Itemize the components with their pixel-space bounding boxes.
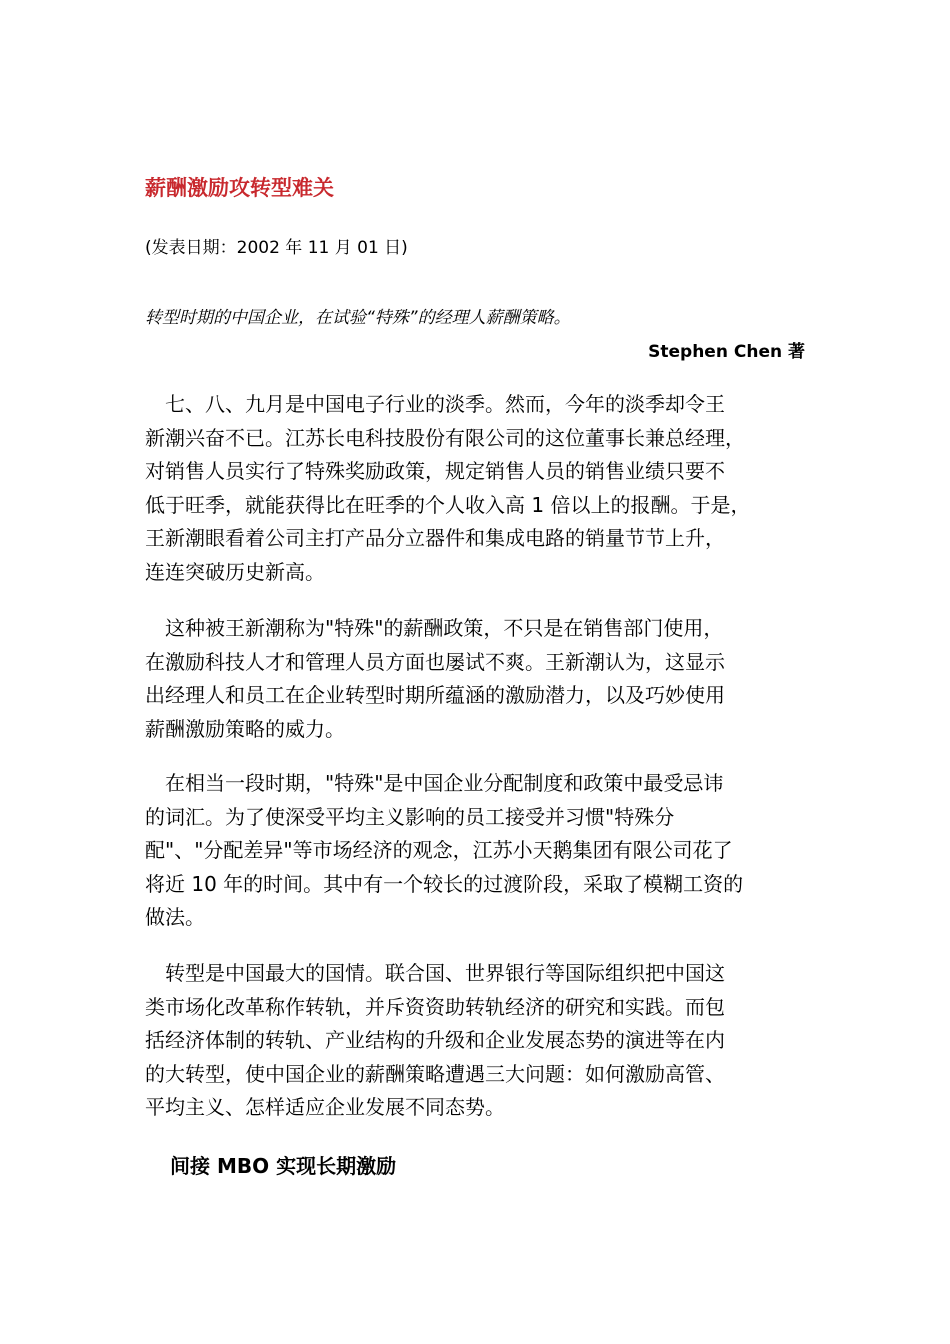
paragraph-2 — [145, 612, 809, 746]
paragraph-line: 对销售人员实行了特殊奖励政策，规定销售人员的销售业绩只要不 — [145, 459, 725, 484]
paragraph-line: 新潮兴奋不已。江苏长电科技股份有限公司的这位董事长兼总经理， — [145, 425, 745, 450]
paragraph-4 — [145, 957, 809, 1125]
paragraph-line: 薪酬激励策略的威力。 — [145, 716, 345, 741]
paragraph-line: 出经理人和员工在企业转型时期所蕴涵的激励潜力，以及巧妙使用 — [145, 683, 725, 708]
paragraph-line: 的词汇。为了使深受平均主义影响的员工接受并习惯"特殊分 — [145, 804, 675, 829]
paragraph-line: 类市场化改革称作转轨，并斥资资助转轨经济的研究和实践。而包 — [145, 994, 725, 1019]
paragraph-line: 做法。 — [145, 905, 205, 930]
article-lede: 转型时期的中国企业，在试验“特殊”的经理人薪酬策略。 — [145, 308, 571, 328]
paragraph-line: 配"、"分配差异"等市场经济的观念，江苏小天鹅集团有限公司花了 — [145, 838, 733, 863]
paragraph-line: 低于旺季，就能获得比在旺季的个人收入高 1 倍以上的报酬。于是， — [145, 492, 751, 517]
paragraph-3 — [145, 767, 809, 935]
paragraph-line: 平均主义、怎样适应企业发展不同态势。 — [145, 1095, 505, 1120]
paragraph-line: 在激励科技人才和管理人员方面也屡试不爽。王新潮认为，这显示 — [145, 649, 725, 674]
paragraph-line: 转型是中国最大的国情。联合国、世界银行等国际组织把中国这 — [145, 961, 725, 985]
publish-date: (发表日期：2002 年 11 月 01 日) — [145, 238, 408, 258]
paragraph-1 — [145, 388, 809, 590]
paragraph-line: 括经济体制的转轨、产业结构的升级和企业发展态势的演进等在内 — [145, 1028, 725, 1053]
section-heading: 间接 MBO 实现长期激励 — [170, 1154, 397, 1178]
paragraph-line: 这种被王新潮称为"特殊"的薪酬政策，不只是在销售部门使用， — [145, 616, 724, 640]
article-title: 薪酬激励攻转型难关 — [145, 176, 334, 200]
paragraph-line: 连连突破历史新高。 — [145, 559, 325, 584]
paragraph-line: 王新潮眼看着公司主打产品分立器件和集成电路的销量节节上升， — [145, 526, 725, 551]
paragraph-line: 在相当一段时期，"特殊"是中国企业分配制度和政策中最受忌讳 — [145, 771, 724, 795]
paragraph-line: 将近 10 年的时间。其中有一个较长的过渡阶段，采取了模糊工资的 — [145, 871, 744, 896]
article-author: Stephen Chen 著 — [648, 342, 805, 362]
paragraph-line: 的大转型，使中国企业的薪酬策略遭遇三大问题：如何激励高管、 — [145, 1061, 725, 1086]
paragraph-line: 七、八、九月是中国电子行业的淡季。然而，今年的淡季却令王 — [145, 392, 725, 416]
